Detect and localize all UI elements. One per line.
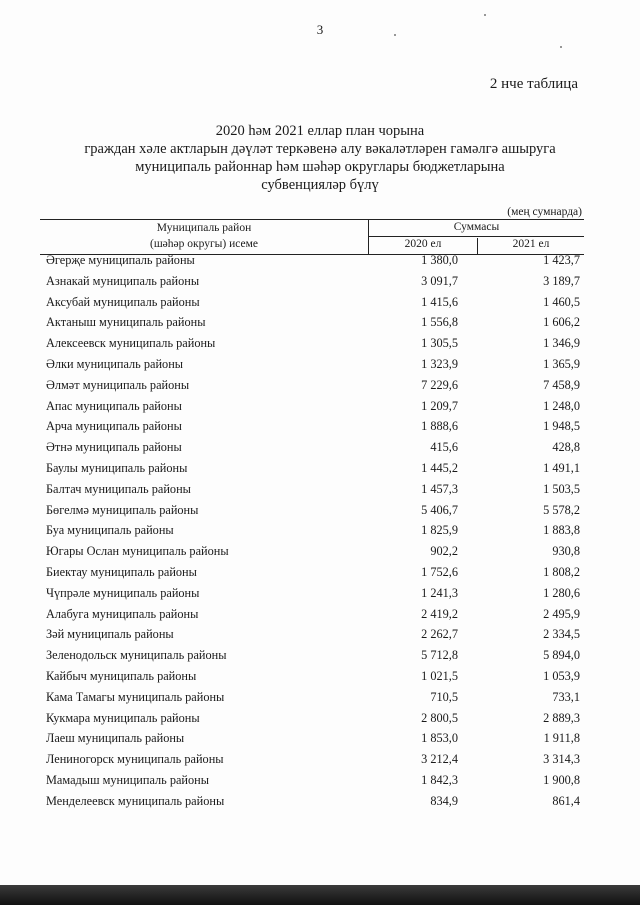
district-name: Әлки муниципаль районы <box>46 356 184 371</box>
value-2021: 1 911,8 <box>543 731 580 746</box>
table-row <box>40 440 584 461</box>
value-2020: 2 800,5 <box>421 710 458 725</box>
table-label: 2 нче таблица <box>489 76 578 92</box>
value-2021: 5 894,0 <box>543 648 580 663</box>
scan-speck <box>394 34 396 36</box>
value-2020: 1 457,3 <box>421 481 458 496</box>
sums-column-header <box>369 220 584 254</box>
value-2020: 5 406,7 <box>421 502 458 517</box>
value-2021: 1 883,8 <box>543 523 580 538</box>
value-2021: 733,1 <box>552 689 580 704</box>
value-2020: 1 445,2 <box>421 460 458 475</box>
table-row <box>40 586 584 607</box>
value-2020: 7 229,6 <box>421 377 458 392</box>
value-2021: 1 460,5 <box>543 294 580 309</box>
district-name: Әгерҗе муниципаль районы <box>46 253 195 267</box>
district-name: Зеленодольск муниципаль районы <box>46 648 227 663</box>
scan-speck <box>484 14 486 16</box>
title-line: 2020 һәм 2021 еллар план чорына <box>215 123 425 139</box>
value-2020: 3 212,4 <box>421 752 458 767</box>
district-name: Биектау муниципаль районы <box>46 564 197 579</box>
table-row <box>40 773 584 794</box>
district-name: Балтач муниципаль районы <box>46 481 191 496</box>
table-row <box>40 274 584 295</box>
value-2021: 3 189,7 <box>543 273 580 288</box>
value-2020: 902,2 <box>430 544 458 559</box>
district-name: Кайбыч муниципаль районы <box>46 668 197 683</box>
table-row <box>40 711 584 732</box>
value-2021: 1 808,2 <box>543 564 580 579</box>
value-2020: 1 556,8 <box>421 315 458 330</box>
table-row <box>40 565 584 586</box>
value-2021: 1 365,9 <box>543 356 580 371</box>
table-row <box>40 461 584 482</box>
table-row <box>40 315 584 336</box>
table-row <box>40 627 584 648</box>
table-row <box>40 690 584 711</box>
district-name: Актаныш муниципаль районы <box>46 315 206 330</box>
district-name: Менделеевск муниципаль районы <box>46 793 225 808</box>
table-row <box>40 336 584 357</box>
year-2020-header: 2020 ел <box>369 238 478 254</box>
title-line: субвенцияләр бүлү <box>261 177 379 193</box>
district-name: Бөгелмә муниципаль районы <box>46 502 199 517</box>
district-name: Кукмара муниципаль районы <box>46 710 200 725</box>
table-row <box>40 731 584 752</box>
table-row <box>40 399 584 420</box>
value-2020: 1 021,5 <box>421 668 458 683</box>
district-name: Югары Ослан муниципаль районы <box>46 544 229 559</box>
table-row <box>40 357 584 378</box>
value-2021: 930,8 <box>552 544 580 559</box>
table-row <box>40 648 584 669</box>
title-line: граждан хәле актларын дәүләт теркәвенә алу вәкаләтләрен гамәлгә ашыруга <box>84 141 556 157</box>
district-column-header <box>40 220 369 254</box>
district-name: Әтнә муниципаль районы <box>46 440 182 455</box>
value-2021: 7 458,9 <box>543 377 580 392</box>
district-header-line1: Муниципаль район <box>156 222 252 234</box>
value-2020: 5 712,8 <box>421 648 458 663</box>
district-header-line2: (шәһәр округы) исеме <box>150 238 258 250</box>
district-name: Кама Тамагы муниципаль районы <box>46 689 225 704</box>
table-row <box>40 669 584 690</box>
district-name: Лениногорск муниципаль районы <box>46 752 224 767</box>
document-title <box>40 122 600 194</box>
district-name: Алексеевск муниципаль районы <box>46 336 216 351</box>
value-2020: 1 825,9 <box>421 523 458 538</box>
value-2021: 1 900,8 <box>543 772 580 787</box>
value-2021: 2 889,3 <box>543 710 580 725</box>
district-name: Аксубай муниципаль районы <box>46 294 200 309</box>
value-2021: 1 248,0 <box>543 398 580 413</box>
value-2020: 415,6 <box>430 440 458 455</box>
value-2020: 2 262,7 <box>421 627 458 642</box>
table-row <box>40 419 584 440</box>
table-header <box>40 219 584 255</box>
page-number: 3 <box>316 22 324 37</box>
scan-speck <box>560 46 562 48</box>
district-name: Алабуга муниципаль районы <box>46 606 199 621</box>
value-2020: 3 091,7 <box>421 273 458 288</box>
district-name: Зәй муниципаль районы <box>46 627 174 642</box>
year-2021-header: 2021 ел <box>512 238 550 250</box>
value-2021: 1 423,7 <box>543 253 580 267</box>
value-2021: 3 314,3 <box>543 752 580 767</box>
value-2020: 1 853,0 <box>421 731 458 746</box>
value-2021: 1 053,9 <box>543 668 580 683</box>
table-row <box>40 253 584 274</box>
district-name: Лаеш муниципаль районы <box>46 731 185 746</box>
district-name: Буа муниципаль районы <box>46 523 174 538</box>
value-2020: 2 419,2 <box>421 606 458 621</box>
value-2021: 1 948,5 <box>543 419 580 434</box>
scan-bottom-edge <box>0 885 640 905</box>
value-2021: 5 578,2 <box>543 502 580 517</box>
district-name: Әлмәт муниципаль районы <box>46 377 190 392</box>
table-row <box>40 295 584 316</box>
table-row <box>40 752 584 773</box>
value-2020: 1 752,6 <box>421 564 458 579</box>
district-name: Апас муниципаль районы <box>46 398 182 413</box>
value-2020: 1 888,6 <box>421 419 458 434</box>
district-name: Азнакай муниципаль районы <box>46 273 200 288</box>
table-row <box>40 544 584 565</box>
table-row <box>40 482 584 503</box>
value-2020: 710,5 <box>430 689 458 704</box>
value-2020: 1 415,6 <box>421 294 458 309</box>
value-2021: 1 503,5 <box>543 481 580 496</box>
value-2020: 1 209,7 <box>421 398 458 413</box>
value-2021: 1 606,2 <box>543 315 580 330</box>
table-row <box>40 794 584 815</box>
table-row <box>40 607 584 628</box>
value-2020: 1 380,0 <box>421 253 458 267</box>
value-2021: 1 491,1 <box>543 460 580 475</box>
district-name: Мамадыш муниципаль районы <box>46 772 210 787</box>
district-name: Чүпрәле муниципаль районы <box>46 585 200 600</box>
sums-header: Суммасы <box>369 221 584 237</box>
table-body <box>40 253 584 815</box>
value-2021: 2 334,5 <box>543 627 580 642</box>
value-2020: 1 241,3 <box>421 585 458 600</box>
unit-label: (мең сумнарда) <box>507 206 582 218</box>
value-2020: 1 305,5 <box>421 336 458 351</box>
value-2021: 861,4 <box>552 793 580 808</box>
title-line: муниципаль районнар һәм шәһәр округлары бюджетларына <box>135 159 505 175</box>
value-2020: 1 842,3 <box>421 772 458 787</box>
value-2021: 1 346,9 <box>543 336 580 351</box>
value-2020: 1 323,9 <box>421 356 458 371</box>
value-2021: 1 280,6 <box>543 585 580 600</box>
value-2020: 834,9 <box>430 793 458 808</box>
table-row <box>40 503 584 524</box>
value-2021: 2 495,9 <box>543 606 580 621</box>
district-name: Арча муниципаль районы <box>46 419 182 434</box>
district-name: Баулы муниципаль районы <box>46 460 188 475</box>
table-row <box>40 523 584 544</box>
value-2021: 428,8 <box>552 440 580 455</box>
table-row <box>40 378 584 399</box>
